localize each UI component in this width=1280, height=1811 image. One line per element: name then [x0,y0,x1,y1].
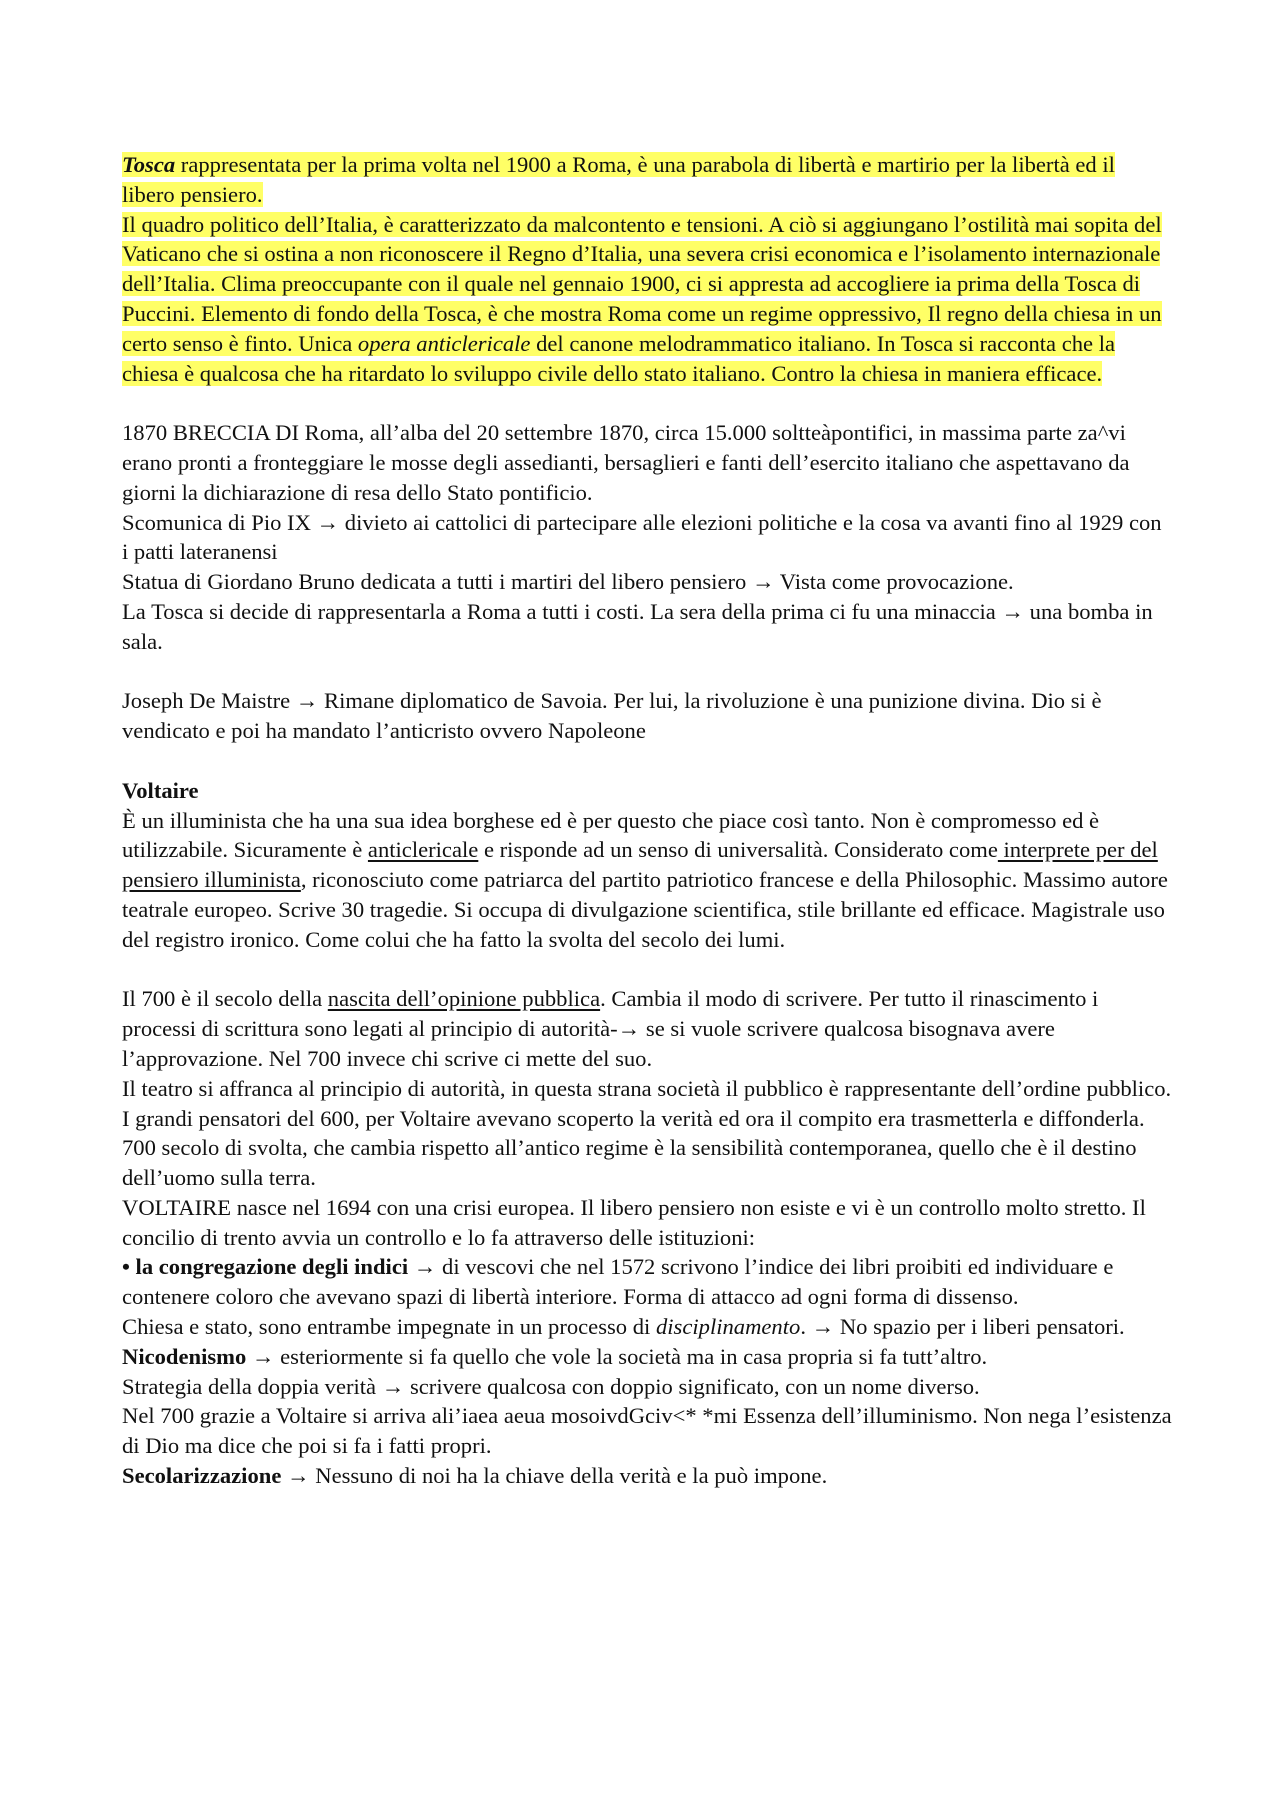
opinione-pubblica-paragraph: Il 700 è il secolo della nascita dell’opinione pubblica. Cambia il modo di scrivere. Per tutto il rinascimento i processi di scrittura sono legati al principio di autorità-→ se si vuole scrivere qualcosa bisognava avere l’approvazione. Nel 700 invece chi scrive ci mette del suo. [122,986,1099,1071]
secolarizzazione-paragraph: Secolarizzazione → Nessuno di noi ha la chiave della verità e la può impone. [122,1463,828,1489]
voltaire-heading: Voltaire [122,777,199,803]
illuminismo-paragraph: Nel 700 grazie a Voltaire si arriva ali’iaea aeua mosoivdGciv<* *mi Essenza dell’illuminismo. Non nega l’esistenza di Dio ma dice che poi si fa i fatti propri. [122,1403,1172,1459]
teatro-paragraph: Il teatro si affranca al principio di autorità, in questa strana società il pubblico è rappresentante dell’ordine pubblico. I grandi pensatori del 600, per Voltaire avevano scoperto la verità ed ora il compito era trasmetterla e diffonderla. 700 secolo di svolta, che cambia rispetto all’antico regime è la sensibilità contemporanea, quello che è il destino dell’uomo sulla terra. [122,1075,1172,1191]
voltaire-paragraph: È un illuminista che ha una sua idea borghese ed è per questo che piace così tanto. Non è compromesso ed è utilizzabile. Sicuramente è anticlericale e risponde ad un senso di universalità. Considerato come interprete per del pensiero illuminista, riconosciuto come patriarca del partito patriotico francese e della Philosophic. Massimo autore teatrale europeo. Scrive 30 tragedie. Si occupa di divulgazione scientifica, stile brillante ed efficace. Magistrale uso del registro ironico. Come colui che ha fatto la svolta del secolo dei lumi. [122,807,1168,952]
interprete-term: interprete per del pensiero illuminista [122,837,1158,893]
tosca-roma-paragraph: La Tosca si decide di rappresentarla a Roma a tutti i costi. La sera della prima ci fu una minaccia → una bomba in sala. [122,598,1153,654]
tosca-intro-paragraph: Tosca rappresentata per la prima volta nel 1900 a Roma, è una parabola di libertà e martirio per la libertà ed il libero pensiero. [122,152,1115,207]
tosca-context-paragraph: Il quadro politico dell’Italia, è caratterizzato da malcontento e tensioni. A ciò si aggiungano l’ostilità mai sopita del Vaticano che si ostina a non riconoscere il Regno d’Italia, una severa crisi economica e l’isolamento internazionale dell’Italia. Clima preoccupante con il quale nel gennaio 1900, ci si appresta ad accogliere ia prima della Tosca di Puccini. Elemento di fondo della Tosca, è che mostra Roma come un regime oppressivo, Il regno della chiesa in un certo senso è finto. Unica opera anticlericale del canone melodrammatico italiano. In Tosca si racconta che la chiesa è qualcosa che ha ritardato lo sviluppo civile dello stato italiano. Contro la chiesa in maniera efficace. [122,211,1162,386]
opinione-pubblica-term: nascita dell’opinione pubblica [327,986,601,1012]
anticlericale-term: anticlericale [367,837,479,863]
breccia-paragraph: 1870 BRECCIA DI Roma, all’alba del 20 settembre 1870, circa 15.000 soltteàpontifici, in massima parte za^vi erano pronti a fronteggiare le mosse degli assedianti, bersaglieri e fanti dell’esercito italiano che aspettavano da giorni la dichiarazione di resa dello Stato pontificio. [122,420,1130,505]
disciplinamento-term: disciplinamento [655,1314,801,1340]
document-page [122,150,1172,1491]
congregazione-bullet: • la congregazione degli indici → di vescovi che nel 1572 scrivono l’indice dei libri proibiti ed individuare e contenere coloro che avevano spazi di libertà interiore. Forma di attacco ad ogni forma di dissenso. [122,1254,1114,1310]
giordano-bruno-paragraph: Statua di Giordano Bruno dedicata a tutti i martiri del libero pensiero → Vista come provocazione. [122,569,1014,595]
doppia-verita-paragraph: Strategia della doppia verità → scrivere qualcosa con doppio significato, con un nome diverso. [122,1373,980,1399]
voltaire-nasce-paragraph: VOLTAIRE nasce nel 1694 con una crisi europea. Il libero pensiero non esiste e vi è un controllo molto stretto. Il concilio di trento avvia un controllo e lo fa attraverso delle istituzioni: [122,1194,1146,1250]
scomunica-paragraph: Scomunica di Pio IX → divieto ai cattolici di partecipare alle elezioni politiche e la cosa va avanti fino al 1929 con i patti lateranensi [122,509,1162,565]
de-maistre-paragraph: Joseph De Maistre → Rimane diplomatico de Savoia. Per lui, la rivoluzione è una punizione divina. Dio si è vendicato e poi ha mandato l’anticristo ovvero Napoleone [122,688,1102,744]
disciplinamento-paragraph: Chiesa e stato, sono entrambe impegnate in un processo di disciplinamento. → No spazio per i liberi pensatori. [122,1314,1125,1340]
nicodenismo-paragraph: Nicodenismo → esteriormente si fa quello che vole la società ma in casa propria si fa tutt’altro. [122,1343,988,1369]
opera-anticlericale-term: opera anticlericale [357,330,531,356]
tosca-title: Tosca [122,152,176,177]
